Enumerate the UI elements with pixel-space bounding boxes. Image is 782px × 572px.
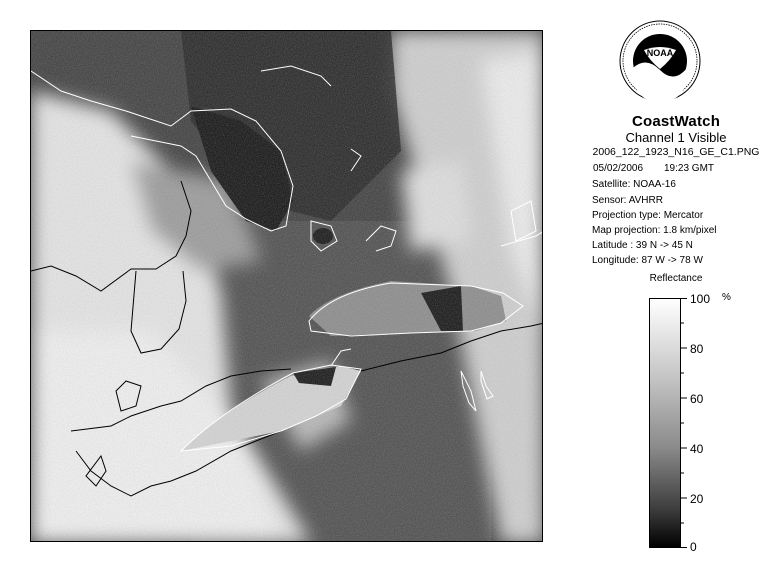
legend-unit: %	[722, 292, 731, 303]
legend-tick-60: 60	[690, 392, 704, 406]
map-subtitle: Channel 1 Visible	[625, 130, 727, 145]
legend-tick-40: 40	[690, 442, 704, 456]
legend-tick-80: 80	[690, 342, 704, 356]
sensor-label: Sensor: AVHRR	[592, 195, 663, 206]
map-title: CoastWatch	[631, 113, 721, 130]
date-label: 05/02/2006	[593, 163, 644, 174]
legend-tick-20: 20	[690, 492, 704, 506]
satellite-label: Satellite: NOAA-16	[592, 179, 676, 190]
satellite-image[interactable]	[30, 30, 543, 542]
legend-title: Reflectance	[649, 273, 703, 284]
time-label: 19:23 GMT	[664, 163, 715, 174]
legend-tick-0: 0	[690, 540, 697, 554]
noaa-logo	[619, 20, 701, 102]
filename: 2006_122_1923_N16_GE_C1.PNG	[592, 146, 760, 158]
latitude-label: Latitude : 39 N -> 45 N	[592, 240, 693, 251]
map-projection-label: Map projection: 1.8 km/pixel	[592, 225, 717, 236]
noaa-logo-text: NOAA	[646, 48, 674, 58]
legend-tick-100: 100	[690, 292, 711, 306]
reflectance-colorbar	[649, 298, 681, 548]
longitude-label: Longitude: 87 W -> 78 W	[592, 255, 703, 266]
projection-type-label: Projection type: Mercator	[592, 210, 704, 221]
legend-tick-marks	[680, 298, 690, 548]
